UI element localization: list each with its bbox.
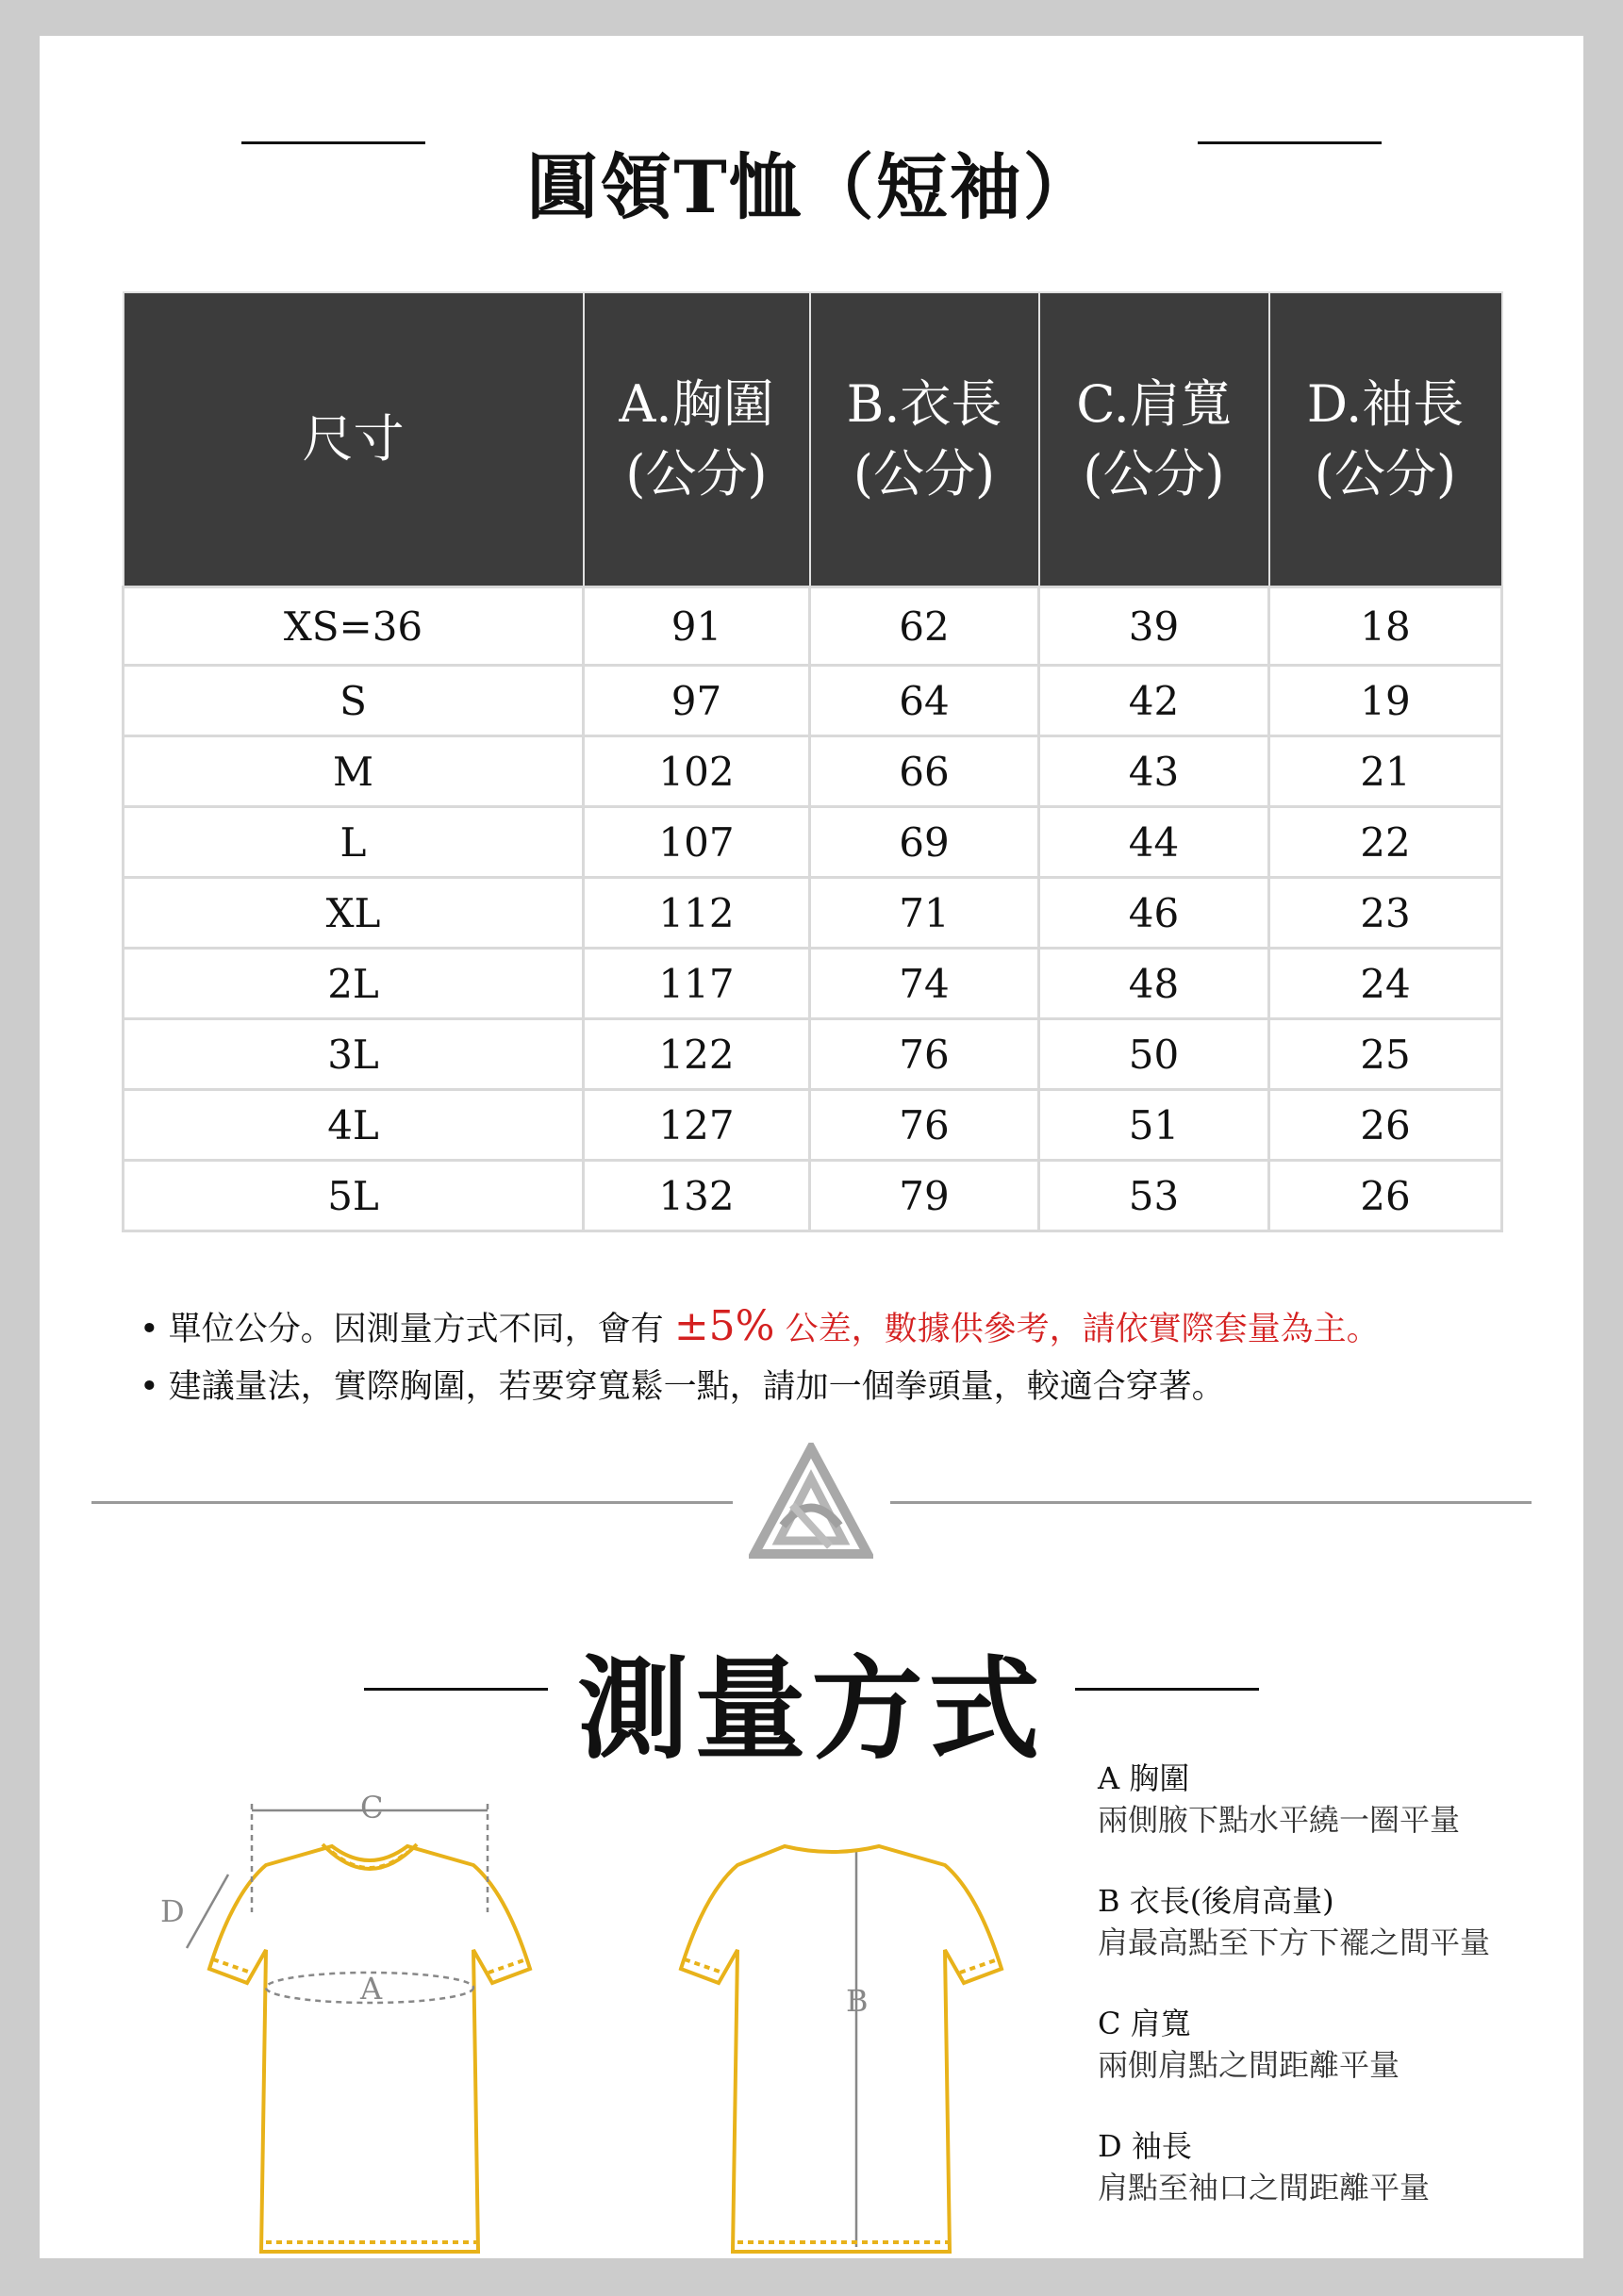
title-rule-right bbox=[1198, 141, 1382, 144]
legend-desc: 兩側腋下點水平繞一圈平量 bbox=[1098, 1802, 1461, 1838]
bullet: • bbox=[140, 1311, 159, 1348]
shoulder-cell: 51 bbox=[1039, 1090, 1269, 1161]
note-advice bbox=[140, 1367, 1554, 1407]
size-cell: XS=36 bbox=[124, 587, 584, 666]
chest-cell: 112 bbox=[584, 878, 810, 949]
page-title: 圓領T恤（短袖） bbox=[526, 145, 1097, 229]
chest-cell: 91 bbox=[584, 587, 810, 666]
size-cell: L bbox=[124, 807, 584, 878]
divider-left bbox=[91, 1501, 733, 1504]
shoulder-cell: 48 bbox=[1039, 949, 1269, 1019]
measurement-legend bbox=[1098, 1758, 1569, 2248]
label-a: A bbox=[360, 1971, 383, 2007]
legend-head: C 肩寬 bbox=[1098, 2006, 1191, 2041]
table-row bbox=[124, 1090, 1502, 1161]
size-cell: 4L bbox=[124, 1090, 584, 1161]
shoulder-cell: 43 bbox=[1039, 736, 1269, 807]
tolerance-value: ±5% bbox=[673, 1302, 775, 1350]
shoulder-cell: 39 bbox=[1039, 587, 1269, 666]
sleeve-cell: 26 bbox=[1269, 1161, 1502, 1231]
table-row bbox=[124, 736, 1502, 807]
label-d: D bbox=[160, 1893, 185, 1929]
sleeve-cell: 21 bbox=[1269, 736, 1502, 807]
note-red-text: 公差，數據供參考，請依實際套量為主。 bbox=[785, 1311, 1380, 1348]
size-chart-sheet bbox=[40, 36, 1583, 2258]
shoulder-cell: 53 bbox=[1039, 1161, 1269, 1231]
measure-lines bbox=[187, 1804, 856, 2247]
back-shirt-outline bbox=[681, 1846, 1002, 2252]
divider-right bbox=[890, 1501, 1532, 1504]
length-cell: 76 bbox=[810, 1019, 1039, 1090]
size-cell: 5L bbox=[124, 1161, 584, 1231]
legend-item-sleeve bbox=[1098, 2125, 1569, 2208]
legend-desc: 肩最高點至下方下襬之間平量 bbox=[1098, 1924, 1491, 1960]
brand-logo-icon bbox=[749, 1443, 873, 1565]
header-size: 尺寸 bbox=[124, 292, 584, 587]
sleeve-cell: 19 bbox=[1269, 666, 1502, 736]
chest-cell: 102 bbox=[584, 736, 810, 807]
length-cell: 76 bbox=[810, 1090, 1039, 1161]
legend-desc: 兩側肩點之間距離平量 bbox=[1098, 2047, 1400, 2083]
table-row bbox=[124, 1019, 1502, 1090]
shoulder-cell: 46 bbox=[1039, 878, 1269, 949]
measure-title: 測量方式 bbox=[577, 1644, 1046, 1775]
chest-cell: 117 bbox=[584, 949, 810, 1019]
chest-cell: 122 bbox=[584, 1019, 810, 1090]
front-shirt-outline bbox=[209, 1844, 530, 2252]
size-cell: XL bbox=[124, 878, 584, 949]
table-row bbox=[124, 878, 1502, 949]
length-cell: 62 bbox=[810, 587, 1039, 666]
sleeve-cell: 26 bbox=[1269, 1090, 1502, 1161]
sleeve-cell: 24 bbox=[1269, 949, 1502, 1019]
shoulder-cell: 42 bbox=[1039, 666, 1269, 736]
legend-head: B 衣長(後肩高量) bbox=[1098, 1883, 1334, 1919]
size-cell: 3L bbox=[124, 1019, 584, 1090]
measure-rule-right bbox=[1075, 1688, 1259, 1691]
sleeve-cell: 23 bbox=[1269, 878, 1502, 949]
header-shoulder: C.肩寬 (公分) bbox=[1039, 292, 1269, 587]
chest-cell: 127 bbox=[584, 1090, 810, 1161]
length-cell: 69 bbox=[810, 807, 1039, 878]
sleeve-cell: 22 bbox=[1269, 807, 1502, 878]
legend-head: A 胸圍 bbox=[1098, 1760, 1190, 1796]
legend-head: D 袖長 bbox=[1098, 2128, 1192, 2164]
bullet: • bbox=[140, 1368, 159, 1406]
legend-item-shoulder bbox=[1098, 2003, 1569, 2086]
shirt-diagram bbox=[134, 1752, 1039, 2280]
size-table bbox=[122, 291, 1503, 1232]
chest-cell: 132 bbox=[584, 1161, 810, 1231]
table-row bbox=[124, 949, 1502, 1019]
label-b: B bbox=[846, 1983, 869, 2019]
shoulder-cell: 50 bbox=[1039, 1019, 1269, 1090]
sleeve-cell: 25 bbox=[1269, 1019, 1502, 1090]
length-cell: 74 bbox=[810, 949, 1039, 1019]
length-cell: 64 bbox=[810, 666, 1039, 736]
size-cell: S bbox=[124, 666, 584, 736]
table-row bbox=[124, 807, 1502, 878]
header-chest: A.胸圍 (公分) bbox=[584, 292, 810, 587]
length-cell: 71 bbox=[810, 878, 1039, 949]
note-tolerance bbox=[140, 1302, 1554, 1350]
header-length: B.衣長 (公分) bbox=[810, 292, 1039, 587]
shoulder-cell: 44 bbox=[1039, 807, 1269, 878]
length-cell: 66 bbox=[810, 736, 1039, 807]
note-text: 單位公分。因測量方式不同，會有 bbox=[168, 1311, 664, 1348]
legend-item-length bbox=[1098, 1880, 1569, 1963]
notes bbox=[140, 1302, 1554, 1428]
size-cell: 2L bbox=[124, 949, 584, 1019]
legend-desc: 肩點至袖口之間距離平量 bbox=[1098, 2170, 1431, 2205]
length-cell: 79 bbox=[810, 1161, 1039, 1231]
chest-cell: 107 bbox=[584, 807, 810, 878]
note-text: 建議量法，實際胸圍，若要穿寬鬆一點，請加一個拳頭量，較適合穿著。 bbox=[168, 1368, 1225, 1406]
table-row bbox=[124, 587, 1502, 666]
size-cell: M bbox=[124, 736, 584, 807]
table-row bbox=[124, 666, 1502, 736]
sleeve-cell: 18 bbox=[1269, 587, 1502, 666]
table-row bbox=[124, 1161, 1502, 1231]
legend-item-chest bbox=[1098, 1758, 1569, 1841]
header-row bbox=[124, 292, 1502, 587]
chest-cell: 97 bbox=[584, 666, 810, 736]
header-sleeve: D.袖長 (公分) bbox=[1269, 292, 1502, 587]
label-c: C bbox=[360, 1790, 384, 1825]
